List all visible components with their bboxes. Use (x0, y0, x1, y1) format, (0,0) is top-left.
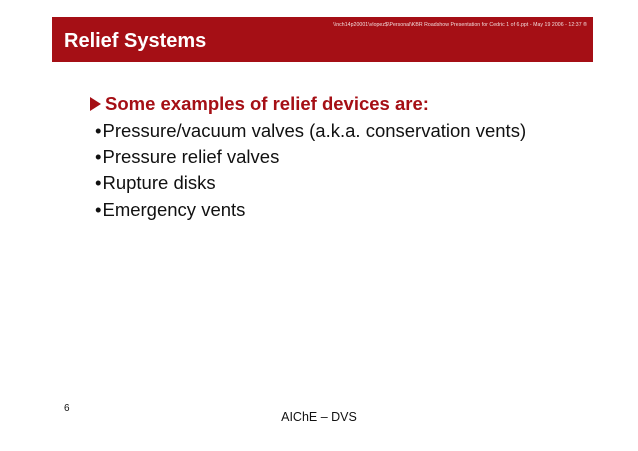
header-file-path: \\nch14p20001\vlopez$\Personal\KBR Roadshow Presentation for Cedric 1 of 6.ppt - May 19 2006 - 12:37 ® (333, 22, 587, 28)
list-item (95, 170, 610, 196)
bullet-symbol: • (95, 198, 102, 220)
bullet-text: Pressure/vacuum valves (a.k.a. conservation vents) (102, 120, 527, 141)
list-item (95, 118, 610, 144)
triangle-right-icon (90, 97, 101, 111)
slide-content (90, 91, 610, 223)
bullet-symbol: • (95, 172, 102, 194)
page-number: 6 (64, 403, 70, 414)
bullet-text: Emergency vents (102, 198, 246, 220)
lead-text: Some examples of relief devices are: (105, 93, 429, 114)
list-item (95, 144, 610, 170)
bullet-text: Pressure relief valves (102, 146, 280, 168)
bullet-list (90, 118, 610, 223)
bullet-symbol: • (95, 120, 102, 141)
list-item (95, 197, 610, 223)
title-bar (52, 17, 593, 62)
footer-text: AIChE – DVS (281, 410, 357, 424)
bullet-symbol: • (95, 146, 102, 168)
lead-point (90, 91, 610, 117)
bullet-text: Rupture disks (102, 172, 216, 194)
slide-title: Relief Systems (64, 30, 207, 52)
